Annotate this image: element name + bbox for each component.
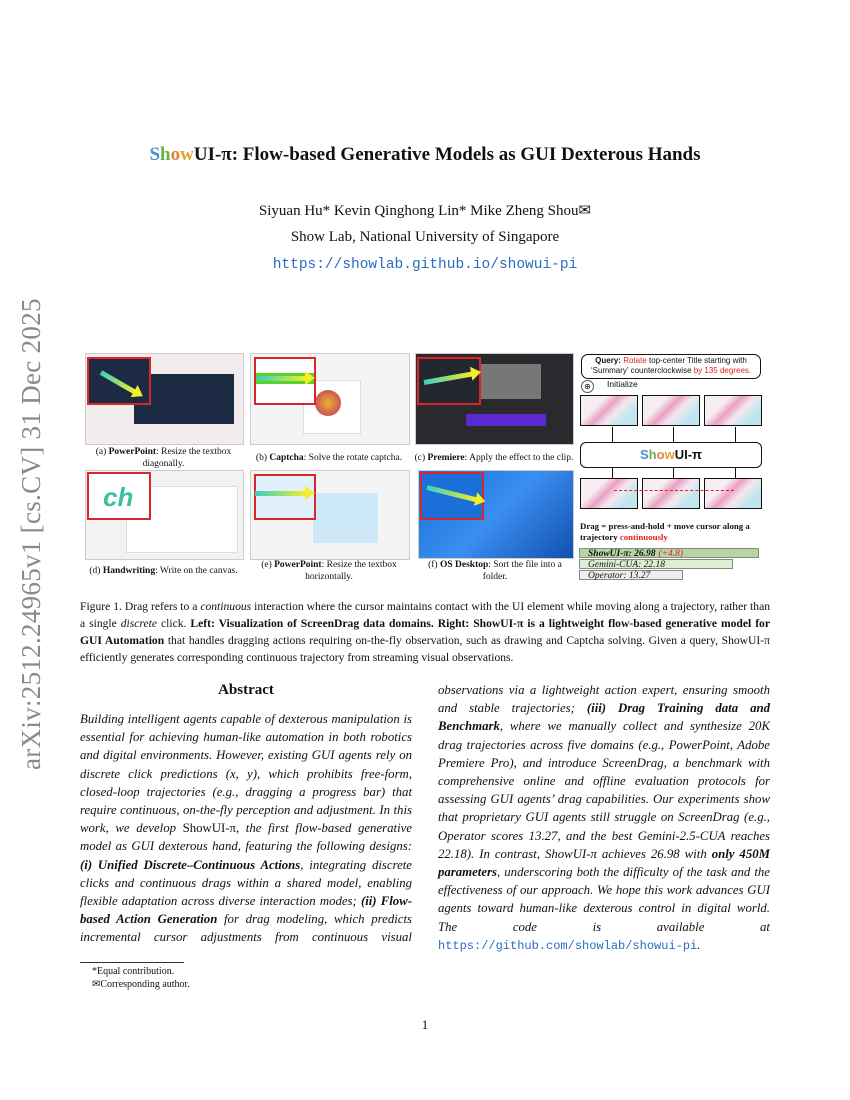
query-bubble — [581, 354, 761, 379]
globe-icon: ⊕ — [581, 380, 594, 393]
action-frame — [580, 478, 638, 509]
caption-desc: : Apply the effect to the clip. — [464, 453, 574, 463]
abstract-text: , where we manually collect and synthesize 20K drag trajectories across five domains (e.g., PowerPoint, Adobe Premiere Pro), and introduce ScreenDrag, a benchmark with comprehensive online and offline evaluation protocols for assessing GUI agents’ drag capabilities. Our experiments show that proprietary GUI agents still struggle on ScreenDrag (e.g., Operator scores 13.27, and the best Gemini-2.5-CUA reaches 22.18). In contrast, ShowUI-π achieves 26.98 with — [438, 719, 770, 861]
panel-d-caption — [85, 565, 242, 577]
caption-label: (b) — [255, 453, 270, 463]
caption-text: continuous — [200, 600, 252, 613]
caption-desc: : Write on the canvas. — [155, 566, 238, 576]
panel-e-screenshot — [250, 470, 410, 560]
score-bar — [579, 570, 683, 580]
caption-label: (f) — [428, 560, 440, 570]
arxiv-stamp: arXiv:2512.24965v1 [cs.CV] 31 Dec 2025 — [16, 298, 46, 770]
footnote: *Equal contribution. — [92, 966, 175, 977]
action-frame — [704, 478, 762, 509]
score-bar — [579, 548, 759, 558]
panel-a-caption — [85, 446, 242, 470]
abstract-text: , the first flow-based generative model as GUI dexterous hand, featuring the following designs: — [80, 821, 412, 854]
caption-app: Handwriting — [102, 566, 156, 576]
logo-letter: h — [160, 144, 171, 165]
affiliation: Show Lab, National University of Singapore — [290, 229, 560, 245]
project-url[interactable]: https://showlab.github.io/showui-pi — [272, 257, 578, 273]
flow-arrow — [673, 468, 674, 478]
score-bar — [579, 559, 733, 569]
initialize-label: Initialize — [607, 379, 638, 389]
caption-app: Captcha — [269, 453, 304, 463]
abstract-text: , underscoring both the difficulty of the task and the effectiveness of our approach. We hope this work advances GUI agents toward human-like dexterous control in digital world. The code is available at — [438, 865, 770, 934]
observation-frame — [580, 395, 638, 426]
abstract-text: (iii) Drag Training data and Benchmark — [438, 701, 770, 734]
logo-letter: w — [664, 447, 675, 462]
drag-definition — [580, 521, 765, 542]
caption-label: (d) — [89, 566, 103, 576]
footnote-rule — [80, 962, 184, 963]
abstract-body — [80, 681, 770, 955]
panel-f-caption — [425, 559, 565, 583]
caption-app: OS Desktop — [439, 560, 489, 570]
caption-desc: : Sort the file into a folder. — [482, 560, 562, 582]
logo-letter: S — [640, 447, 649, 462]
caption-text: that handles dragging actions requiring on-the-fly observation, such as drawing and Captcha solving. Given a query, ShowUI-π efficiently generates corresponding continuous trajectory from streaming visual observations. — [80, 634, 771, 664]
abstract — [80, 681, 770, 955]
paper-title — [0, 144, 850, 166]
panel-a-screenshot — [85, 353, 244, 445]
caption-text: Drag refers to a — [124, 600, 201, 613]
caption-desc: : Resize the textbox horizontally. — [305, 560, 397, 582]
figure-caption — [80, 598, 770, 666]
observation-frame — [704, 395, 762, 426]
panel-c-screenshot — [415, 353, 574, 445]
caption-text: click. — [157, 617, 191, 630]
page-number: 1 — [421, 1017, 429, 1032]
authors: Siyuan Hu* Kevin Qinghong Lin* Mike Zheng Shou✉ — [258, 203, 592, 219]
flow-arrow — [673, 427, 674, 442]
panel-b-caption — [250, 452, 408, 464]
caption-figure-label: Figure 1. — [80, 600, 125, 613]
abstract-text: (i) Unified Discrete–Continuous Actions — [80, 857, 301, 872]
abstract-text: ShowUI-π — [182, 821, 236, 836]
caption-label: (a) — [95, 447, 109, 457]
score-delta: (+4.8) — [658, 549, 684, 559]
caption-desc: : Solve the rotate captcha. — [303, 453, 403, 463]
panel-e-caption — [250, 559, 408, 583]
caption-label: (e) — [261, 560, 275, 570]
logo-letter: h — [648, 447, 657, 462]
caption-app: Premiere — [427, 453, 465, 463]
code-link[interactable]: https://github.com/showlab/showui-pi — [438, 938, 698, 953]
drag-def-emphasis: continuously — [619, 531, 668, 542]
query-text: top-center Title starting with ‘Summary’ counterclockwise — [590, 356, 747, 375]
abstract-text: , integrating discrete clicks and continuous drags within a shared model, enabling flexible adaptation across diverse interaction modes; — [80, 857, 412, 909]
score-label: Gemini-CUA: 22.18 — [588, 560, 666, 570]
drag-trajectory — [614, 490, 734, 491]
logo-letter: S — [149, 144, 161, 165]
panel-f-screenshot — [418, 470, 574, 559]
caption-desc: : Resize the textbox diagonally. — [142, 447, 232, 469]
query-verb: Rotate — [623, 356, 647, 365]
caption-app: PowerPoint — [274, 560, 322, 570]
query-angle: by 135 degrees. — [693, 366, 752, 375]
logo-letter: o — [170, 144, 181, 165]
flow-arrow — [735, 427, 736, 442]
flow-arrow — [735, 468, 736, 478]
observation-frame — [642, 395, 700, 426]
caption-text: interaction where the cursor maintains contact with the UI element while moving along a trajectory, rather than a single — [80, 600, 771, 630]
abstract-text: Building intelligent agents capable of dexterous manipulation is essential for achieving human-like automation in both robotics and digital environments. However, existing GUI agents rely on discrete click predictions (x, y), which prohibits free-form, closed-loop trajectories (e.g., dragging a progress bar) that require continuous, on-the-fly perception and adjustment. In this work, we develop — [80, 712, 412, 836]
footnotes — [92, 965, 190, 991]
logo-letter: o — [656, 447, 665, 462]
abstract-text: (ii) Flow-based Action Generation — [80, 894, 412, 927]
abstract-text: for drag modeling, which predicts incremental cursor adjustments from continuous visual observations via a lightweight action expert, ensuring smooth and stable trajectories; — [80, 683, 770, 945]
score-label: ShowUI-π: 26.98 — [588, 549, 656, 559]
caption-label: (c) — [414, 453, 428, 463]
caption-text: Left: Visualization of ScreenDrag data domains. Right: ShowUI-π is a lightweight flow-based generative model for GUI Automation — [80, 617, 770, 647]
panel-c-caption — [411, 452, 577, 464]
flow-arrow — [612, 427, 613, 442]
caption-text: discrete — [120, 617, 158, 630]
model-name: UI-π — [674, 447, 702, 462]
abstract-text: only 450M parameters — [438, 846, 771, 880]
showui-pi-model-box — [580, 442, 762, 468]
footnote: ✉Corresponding author. — [92, 979, 190, 990]
title-text: UI-π: Flow-based Generative Models as GUI Dexterous Hands — [193, 144, 701, 165]
score-label: Operator: 13.27 — [588, 571, 651, 581]
project-url-row — [0, 256, 850, 273]
drag-def-text: Drag = press-and-hold + move cursor along a trajectory — [580, 521, 750, 542]
flow-arrow — [612, 468, 613, 478]
panel-d-screenshot: ch — [85, 470, 244, 560]
logo-letter: w — [180, 144, 194, 165]
panel-b-screenshot — [250, 353, 410, 445]
abstract-text: . — [697, 937, 701, 952]
query-label: Query: — [595, 356, 621, 365]
abstract-heading: Abstract — [218, 682, 274, 698]
caption-app: PowerPoint — [108, 447, 157, 457]
action-frame — [642, 478, 700, 509]
